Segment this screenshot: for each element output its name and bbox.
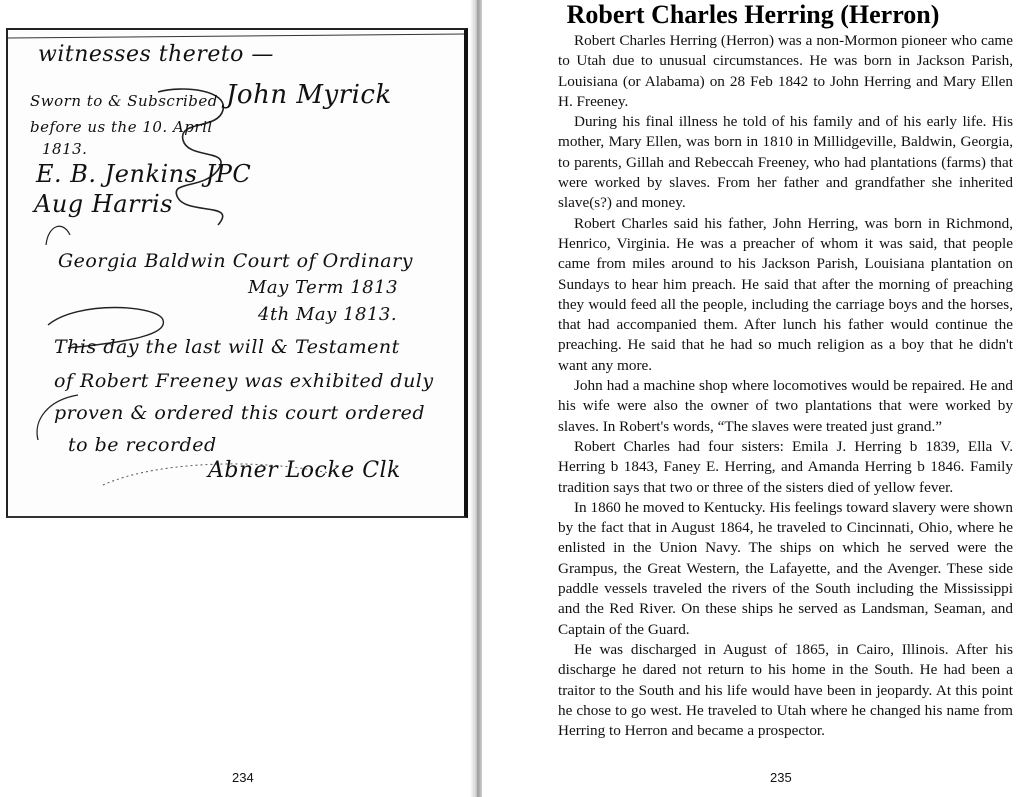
handwriting-line: This day the last will & Testament [54, 336, 400, 358]
handwriting-line: John Myrick [226, 80, 392, 110]
handwriting-line: 4th May 1813. [258, 304, 398, 325]
right-page [482, 0, 1024, 797]
handwriting-line: Sworn to & Subscribed [30, 92, 218, 110]
paragraph: He was discharged in August of 1865, in Cairo, Illinois. After his discharge he dared not return to his home in the South. He had been a traitor to the South and his life would have been in jeopardy. At this point he chose to go west. He traveled to Utah where he changed his name from Herring to Herron and became a prospector. [558, 640, 1013, 740]
article-title: Robert Charles Herring (Herron) [566, 0, 940, 29]
handwriting-line: Aug Harris [34, 190, 173, 218]
article-body [558, 31, 1013, 741]
handwritten-will-document [6, 28, 468, 518]
handwriting-line: witnesses thereto — [38, 42, 274, 67]
handwriting-line: of Robert Freeney was exhibited duly [54, 370, 434, 392]
paragraph: Robert Charles Herring (Herron) was a non-Mormon pioneer who came to Utah due to unusual circumstances. He was born in Jackson Parish, Louisiana (or Alabama) on 28 Feb 1842 to John Herring and Mary Ellen H. Freeney. [558, 32, 1013, 110]
paragraph: Robert Charles had four sisters: Emila J. Herring b 1839, Ella V. Herring b 1843, Faney E. Herring, and Amanda Herring b 1846. Family tradition says that two or three of the sisters died of yellow fever. [558, 437, 1013, 496]
page-number: 235 [770, 770, 792, 785]
handwriting-line: Georgia Baldwin Court of Ordinary [58, 250, 413, 272]
paragraph: During his final illness he told of his family and of his early life. His mother, Mary Ellen, was born in 1810 in Millidgeville, Baldwin, Georgia, to parents, Gillah and Rebeccah Freeney, who had plantations (farms) that were worked by slaves. From her father and grandfather she inherited slave(s?) and money. [558, 113, 1013, 212]
paragraph: John had a machine shop where locomotives would be repaired. He and his wife were also the owner of two plantations that were worked by slaves. In Robert's words, “The slaves were treated just grand.” [558, 377, 1013, 435]
handwriting-line: May Term 1813 [248, 277, 399, 298]
handwriting-line: 1813. [42, 140, 88, 158]
handwriting-line: proven & ordered this court ordered [54, 402, 426, 424]
left-page [0, 0, 480, 797]
page-number: 234 [232, 770, 254, 785]
handwriting-line: to be recorded [68, 434, 217, 456]
paragraph: Robert Charles said his father, John Herring, was born in Richmond, Henrico, Virginia. He was a preacher of whom it was said, that people came from miles around to his Jackson Parish, Louisiana plantation on Sundays to hear him preach. He said that after the morning of preaching they would feed all the people, including the carriage boys and the horses, that had accompanied them. After lunch his father would continue the preaching. He said that he had so much religion as a boy that he didn't want any more. [558, 214, 1013, 374]
handwriting-line: before us the 10. April [30, 118, 213, 136]
paragraph: In 1860 he moved to Kentucky. His feelings toward slavery were shown by the fact that in August 1864, he traveled to Cincinnati, Ohio, where he enlisted in the Union Navy. The ships on which he served were the Grampus, the Great Western, the Lafayette, and the Avenger. These side paddle vessels traveled the rivers of the South including the Mississippi and the Red River. On these ships he served as Landsman, Seaman, and Captain of the Guard. [558, 498, 1013, 638]
handwriting-line: Abner Locke Clk [208, 458, 401, 483]
handwriting-line: E. B. Jenkins JPC [36, 160, 252, 188]
